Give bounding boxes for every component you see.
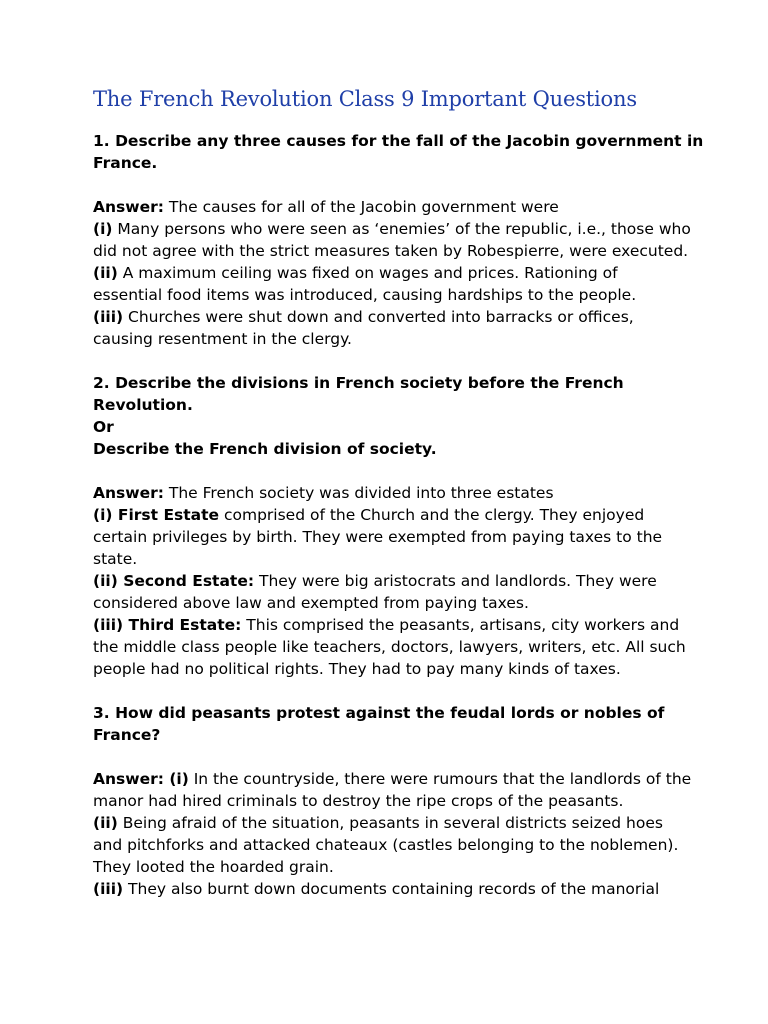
point-marker: (ii) Second Estate: (93, 572, 255, 590)
point-marker: (i) First Estate (93, 506, 220, 524)
answer-1 (93, 196, 691, 350)
answer-3-point-3 (93, 878, 683, 900)
question-3 (93, 702, 683, 746)
question-2-line-4: Describe the French division of society. (93, 440, 437, 458)
point-marker: (ii) (93, 264, 118, 282)
point-text: Being afraid of the situation, peasants in several districts seized hoes (117, 814, 663, 832)
question-3-line-1: 3. How did peasants protest against the feudal lords or nobles of (93, 704, 665, 722)
question-1 (93, 130, 704, 174)
point-text: They also burnt down documents containing records of the manorial (123, 880, 660, 898)
answer-3-point-2 (93, 812, 683, 834)
answer-1-point-2-cont: essential food items was introduced, causing hardships to the people. (93, 286, 637, 304)
answer-2-point-1-cont: certain privileges by birth. They were exempted from paying taxes to the (93, 528, 663, 546)
answer-1-point-2 (93, 262, 683, 284)
answer-3-point-2-cont: They looted the hoarded grain. (93, 858, 334, 876)
point-marker: (ii) (93, 814, 118, 832)
point-text: A maximum ceiling was fixed on wages and prices. Rationing of (117, 264, 618, 282)
question-2-line-2: Revolution. (93, 396, 193, 414)
answer-1-intro (93, 196, 683, 218)
answer-intro-text: The French society was divided into three estates (163, 484, 554, 502)
question-1-line-1: 1. Describe any three causes for the fall of the Jacobin government in (93, 132, 704, 150)
answer-3 (93, 768, 692, 900)
answer-2-point-3-cont: the middle class people like teachers, doctors, lawyers, writers, etc. All such (93, 638, 686, 656)
answer-2-point-1-cont: state. (93, 550, 138, 568)
question-2-line-1: 2. Describe the divisions in French society before the French (93, 374, 624, 392)
answer-label: Answer: (93, 198, 164, 216)
answer-1-point-1 (93, 218, 691, 240)
answer-1-point-1-cont: did not agree with the strict measures taken by Robespierre, were executed. (93, 242, 689, 260)
question-2-or: Or (93, 418, 114, 436)
question-1-line-2: France. (93, 154, 158, 172)
answer-intro-text: The causes for all of the Jacobin government were (163, 198, 559, 216)
question-3-line-2: France? (93, 726, 161, 744)
answer-3-point-1-cont: manor had hired criminals to destroy the ripe crops of the peasants. (93, 792, 624, 810)
answer-2-point-3-cont: people had no political rights. They had to pay many kinds of taxes. (93, 660, 621, 678)
point-marker: (iii) Third Estate: (93, 616, 242, 634)
answer-3-point-2-cont: and pitchforks and attacked chateaux (castles belonging to the noblemen). (93, 836, 679, 854)
answer-2-point-2-cont: considered above law and exempted from paying taxes. (93, 594, 529, 612)
answer-2-point-3 (93, 614, 683, 636)
point-marker: (i) (93, 220, 113, 238)
answer-2 (93, 482, 686, 680)
point-text: In the countryside, there were rumours that the landlords of the (188, 770, 692, 788)
question-2 (93, 372, 683, 460)
point-text: This comprised the peasants, artisans, city workers and (241, 616, 680, 634)
answer-3-point-1 (93, 768, 692, 790)
answer-label: Answer: (93, 484, 164, 502)
answer-1-point-3 (93, 306, 683, 328)
point-text: Many persons who were seen as ‘enemies’ of the republic, i.e., those who (112, 220, 691, 238)
point-text: They were big aristocrats and landlords. They were (254, 572, 657, 590)
point-marker: (iii) (93, 880, 124, 898)
point-text: Churches were shut down and converted into barracks or offices, (123, 308, 634, 326)
point-marker: (iii) (93, 308, 124, 326)
point-text: comprised of the Church and the clergy. They enjoyed (219, 506, 645, 524)
document-page (93, 84, 704, 900)
answer-2-point-2 (93, 570, 683, 592)
point-marker: Answer: (i) (93, 770, 189, 788)
answer-2-point-1 (93, 504, 683, 526)
answer-1-point-3-cont: causing resentment in the clergy. (93, 330, 352, 348)
answer-2-intro (93, 482, 683, 504)
page-title: The French Revolution Class 9 Important Questions (93, 87, 637, 111)
